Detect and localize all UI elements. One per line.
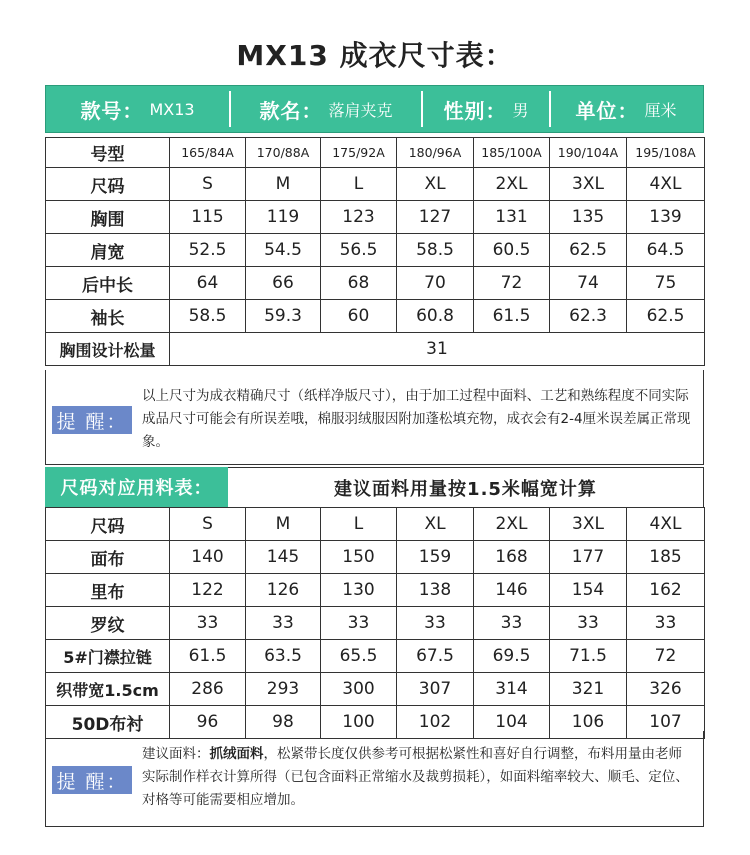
table-cell: 168: [474, 541, 550, 574]
table-cell: 4XL: [627, 508, 705, 541]
table-cell: 130: [321, 574, 397, 607]
material-table-title: 尺码对应用料表：: [45, 467, 228, 507]
table-cell: 123: [321, 201, 397, 234]
reminder-tag: 提 醒：: [52, 406, 132, 434]
table-cell: 68: [321, 267, 397, 300]
table-cell: 185/100A: [474, 138, 550, 168]
table-cell: 4XL: [627, 168, 705, 201]
table-cell: 65.5: [321, 640, 397, 673]
gender-label: 性别：: [443, 98, 507, 123]
table-cell: 180/96A: [397, 138, 474, 168]
row-label: 5#门襟拉链: [46, 640, 170, 673]
table-cell: L: [321, 168, 397, 201]
table-cell: 72: [474, 267, 550, 300]
style-name-label: 款名：: [259, 98, 323, 123]
style-code: [46, 86, 229, 132]
table-cell: 54.5: [246, 234, 321, 267]
table-cell: 33: [170, 607, 246, 640]
table-cell: 61.5: [474, 300, 550, 333]
table-cell: 60.5: [474, 234, 550, 267]
table-row: [46, 267, 705, 300]
table-row: [46, 300, 705, 333]
table-cell: 122: [170, 574, 246, 607]
style-code-value: MX13: [149, 99, 195, 119]
table-cell: 106: [550, 706, 627, 739]
table-cell: 75: [627, 267, 705, 300]
ease-label: 胸围设计松量: [46, 333, 170, 366]
table-cell: 52.5: [170, 234, 246, 267]
table-cell: 33: [321, 607, 397, 640]
table-cell: 96: [170, 706, 246, 739]
table-cell: 58.5: [397, 234, 474, 267]
style-name: [231, 86, 421, 132]
table-cell: 314: [474, 673, 550, 706]
table-row: [46, 508, 705, 541]
table-cell: M: [246, 508, 321, 541]
table-cell: 165/84A: [170, 138, 246, 168]
material-table-subtitle: 建议面料用量按1.5米幅宽计算: [228, 467, 704, 507]
table-cell: 175/92A: [321, 138, 397, 168]
table-cell: 33: [474, 607, 550, 640]
table-cell: 326: [627, 673, 705, 706]
table-cell: 59.3: [246, 300, 321, 333]
table-row: [46, 541, 705, 574]
table-cell: 154: [550, 574, 627, 607]
table-cell: 69.5: [474, 640, 550, 673]
fabric-prefix: 建议面料：: [142, 746, 210, 762]
table-cell: 159: [397, 541, 474, 574]
table-cell: 2XL: [474, 168, 550, 201]
table-cell: 146: [474, 574, 550, 607]
table-cell: 74: [550, 267, 627, 300]
table-cell: 177: [550, 541, 627, 574]
table-row: [46, 607, 705, 640]
row-label: 面布: [46, 541, 170, 574]
table-cell: 62.3: [550, 300, 627, 333]
row-label: 尺码: [46, 168, 170, 201]
unit-value: 厘米: [644, 100, 677, 120]
table-cell: 300: [321, 673, 397, 706]
table-cell: XL: [397, 508, 474, 541]
table-cell: 70: [397, 267, 474, 300]
ease-value: 31: [170, 333, 705, 366]
table-cell: 56.5: [321, 234, 397, 267]
table-row: [46, 640, 705, 673]
table-cell: M: [246, 168, 321, 201]
table-cell: 115: [170, 201, 246, 234]
note-box-1: [45, 370, 704, 465]
table-row: [46, 168, 705, 201]
table-cell: 33: [627, 607, 705, 640]
table-cell: 139: [627, 201, 705, 234]
table-cell: 72: [627, 640, 705, 673]
table-cell: 195/108A: [627, 138, 705, 168]
style-code-label: 款号：: [80, 98, 144, 123]
table-cell: 135: [550, 201, 627, 234]
row-label: 袖长: [46, 300, 170, 333]
table-cell: 100: [321, 706, 397, 739]
table-cell: L: [321, 508, 397, 541]
row-label: 罗纹: [46, 607, 170, 640]
table-cell: 64: [170, 267, 246, 300]
row-label: 织带宽1.5cm: [46, 673, 170, 706]
fabric-rest: ，松紧带长度仅供参考可根据松紧性和喜好自行调整，布料用量由老师实际制作样衣计算所得（已包含面料正常缩水及裁剪损耗），如面料缩率较大、顺毛、定位、对格等可能需要相应增加。: [142, 746, 689, 808]
reminder-tag: 提 醒：: [52, 766, 132, 794]
table-cell: 150: [321, 541, 397, 574]
table-cell: 131: [474, 201, 550, 234]
table-cell: S: [170, 168, 246, 201]
row-label: 号型: [46, 138, 170, 168]
product-info-banner: [45, 85, 704, 133]
row-label: 肩宽: [46, 234, 170, 267]
table-cell: 66: [246, 267, 321, 300]
gender: [423, 86, 549, 132]
table-cell: 33: [397, 607, 474, 640]
table-cell: 119: [246, 201, 321, 234]
table-cell: 33: [246, 607, 321, 640]
size-table: [45, 137, 705, 366]
table-cell: 185: [627, 541, 705, 574]
row-label: 尺码: [46, 508, 170, 541]
table-cell: 293: [246, 673, 321, 706]
reminder-text-2: [142, 743, 694, 812]
gender-value: 男: [512, 100, 529, 120]
table-cell: XL: [397, 168, 474, 201]
table-cell: 60: [321, 300, 397, 333]
table-cell: 61.5: [170, 640, 246, 673]
table-row: [46, 673, 705, 706]
table-cell: 62.5: [550, 234, 627, 267]
table-cell: 107: [627, 706, 705, 739]
table-cell: 62.5: [627, 300, 705, 333]
page-title: MX13 成衣尺寸表：: [236, 39, 514, 72]
note-box-2: [45, 731, 704, 827]
table-cell: 98: [246, 706, 321, 739]
table-cell: 162: [627, 574, 705, 607]
table-cell: 64.5: [627, 234, 705, 267]
unit: [551, 86, 701, 132]
unit-label: 单位：: [575, 98, 639, 123]
table-row: [46, 574, 705, 607]
table-cell: 190/104A: [550, 138, 627, 168]
row-label: 后中长: [46, 267, 170, 300]
table-cell: 145: [246, 541, 321, 574]
row-label: 里布: [46, 574, 170, 607]
table-cell: S: [170, 508, 246, 541]
material-table: [45, 507, 705, 739]
table-cell: 102: [397, 706, 474, 739]
table-cell: 3XL: [550, 168, 627, 201]
table-cell: 3XL: [550, 508, 627, 541]
table-cell: 126: [246, 574, 321, 607]
table-cell: 104: [474, 706, 550, 739]
table-cell: 71.5: [550, 640, 627, 673]
table-cell: 60.8: [397, 300, 474, 333]
table-cell: 63.5: [246, 640, 321, 673]
row-label: 胸围: [46, 201, 170, 234]
table-cell: 170/88A: [246, 138, 321, 168]
table-cell: 67.5: [397, 640, 474, 673]
table-cell: 2XL: [474, 508, 550, 541]
table-row: [46, 138, 705, 168]
table-cell: 140: [170, 541, 246, 574]
style-name-value: 落肩夹克: [328, 100, 393, 120]
table-row: [46, 234, 705, 267]
row-label: 50D布衬: [46, 706, 170, 739]
table-cell: 33: [550, 607, 627, 640]
table-cell: 58.5: [170, 300, 246, 333]
table-cell: 321: [550, 673, 627, 706]
table-row: [46, 201, 705, 234]
reminder-text: 以上尺寸为成衣精确尺寸（纸样净版尺寸），由于加工过程中面料、工艺和熟练程度不同实际成品尺寸可能会有所误差哦，棉服羽绒服因附加蓬松填充物，成衣会有2-4厘米误差属正常现象。: [142, 388, 691, 450]
table-cell: 307: [397, 673, 474, 706]
table-cell: 127: [397, 201, 474, 234]
table-cell: 138: [397, 574, 474, 607]
fabric-name: 抓绒面料: [209, 746, 264, 762]
table-cell: 286: [170, 673, 246, 706]
